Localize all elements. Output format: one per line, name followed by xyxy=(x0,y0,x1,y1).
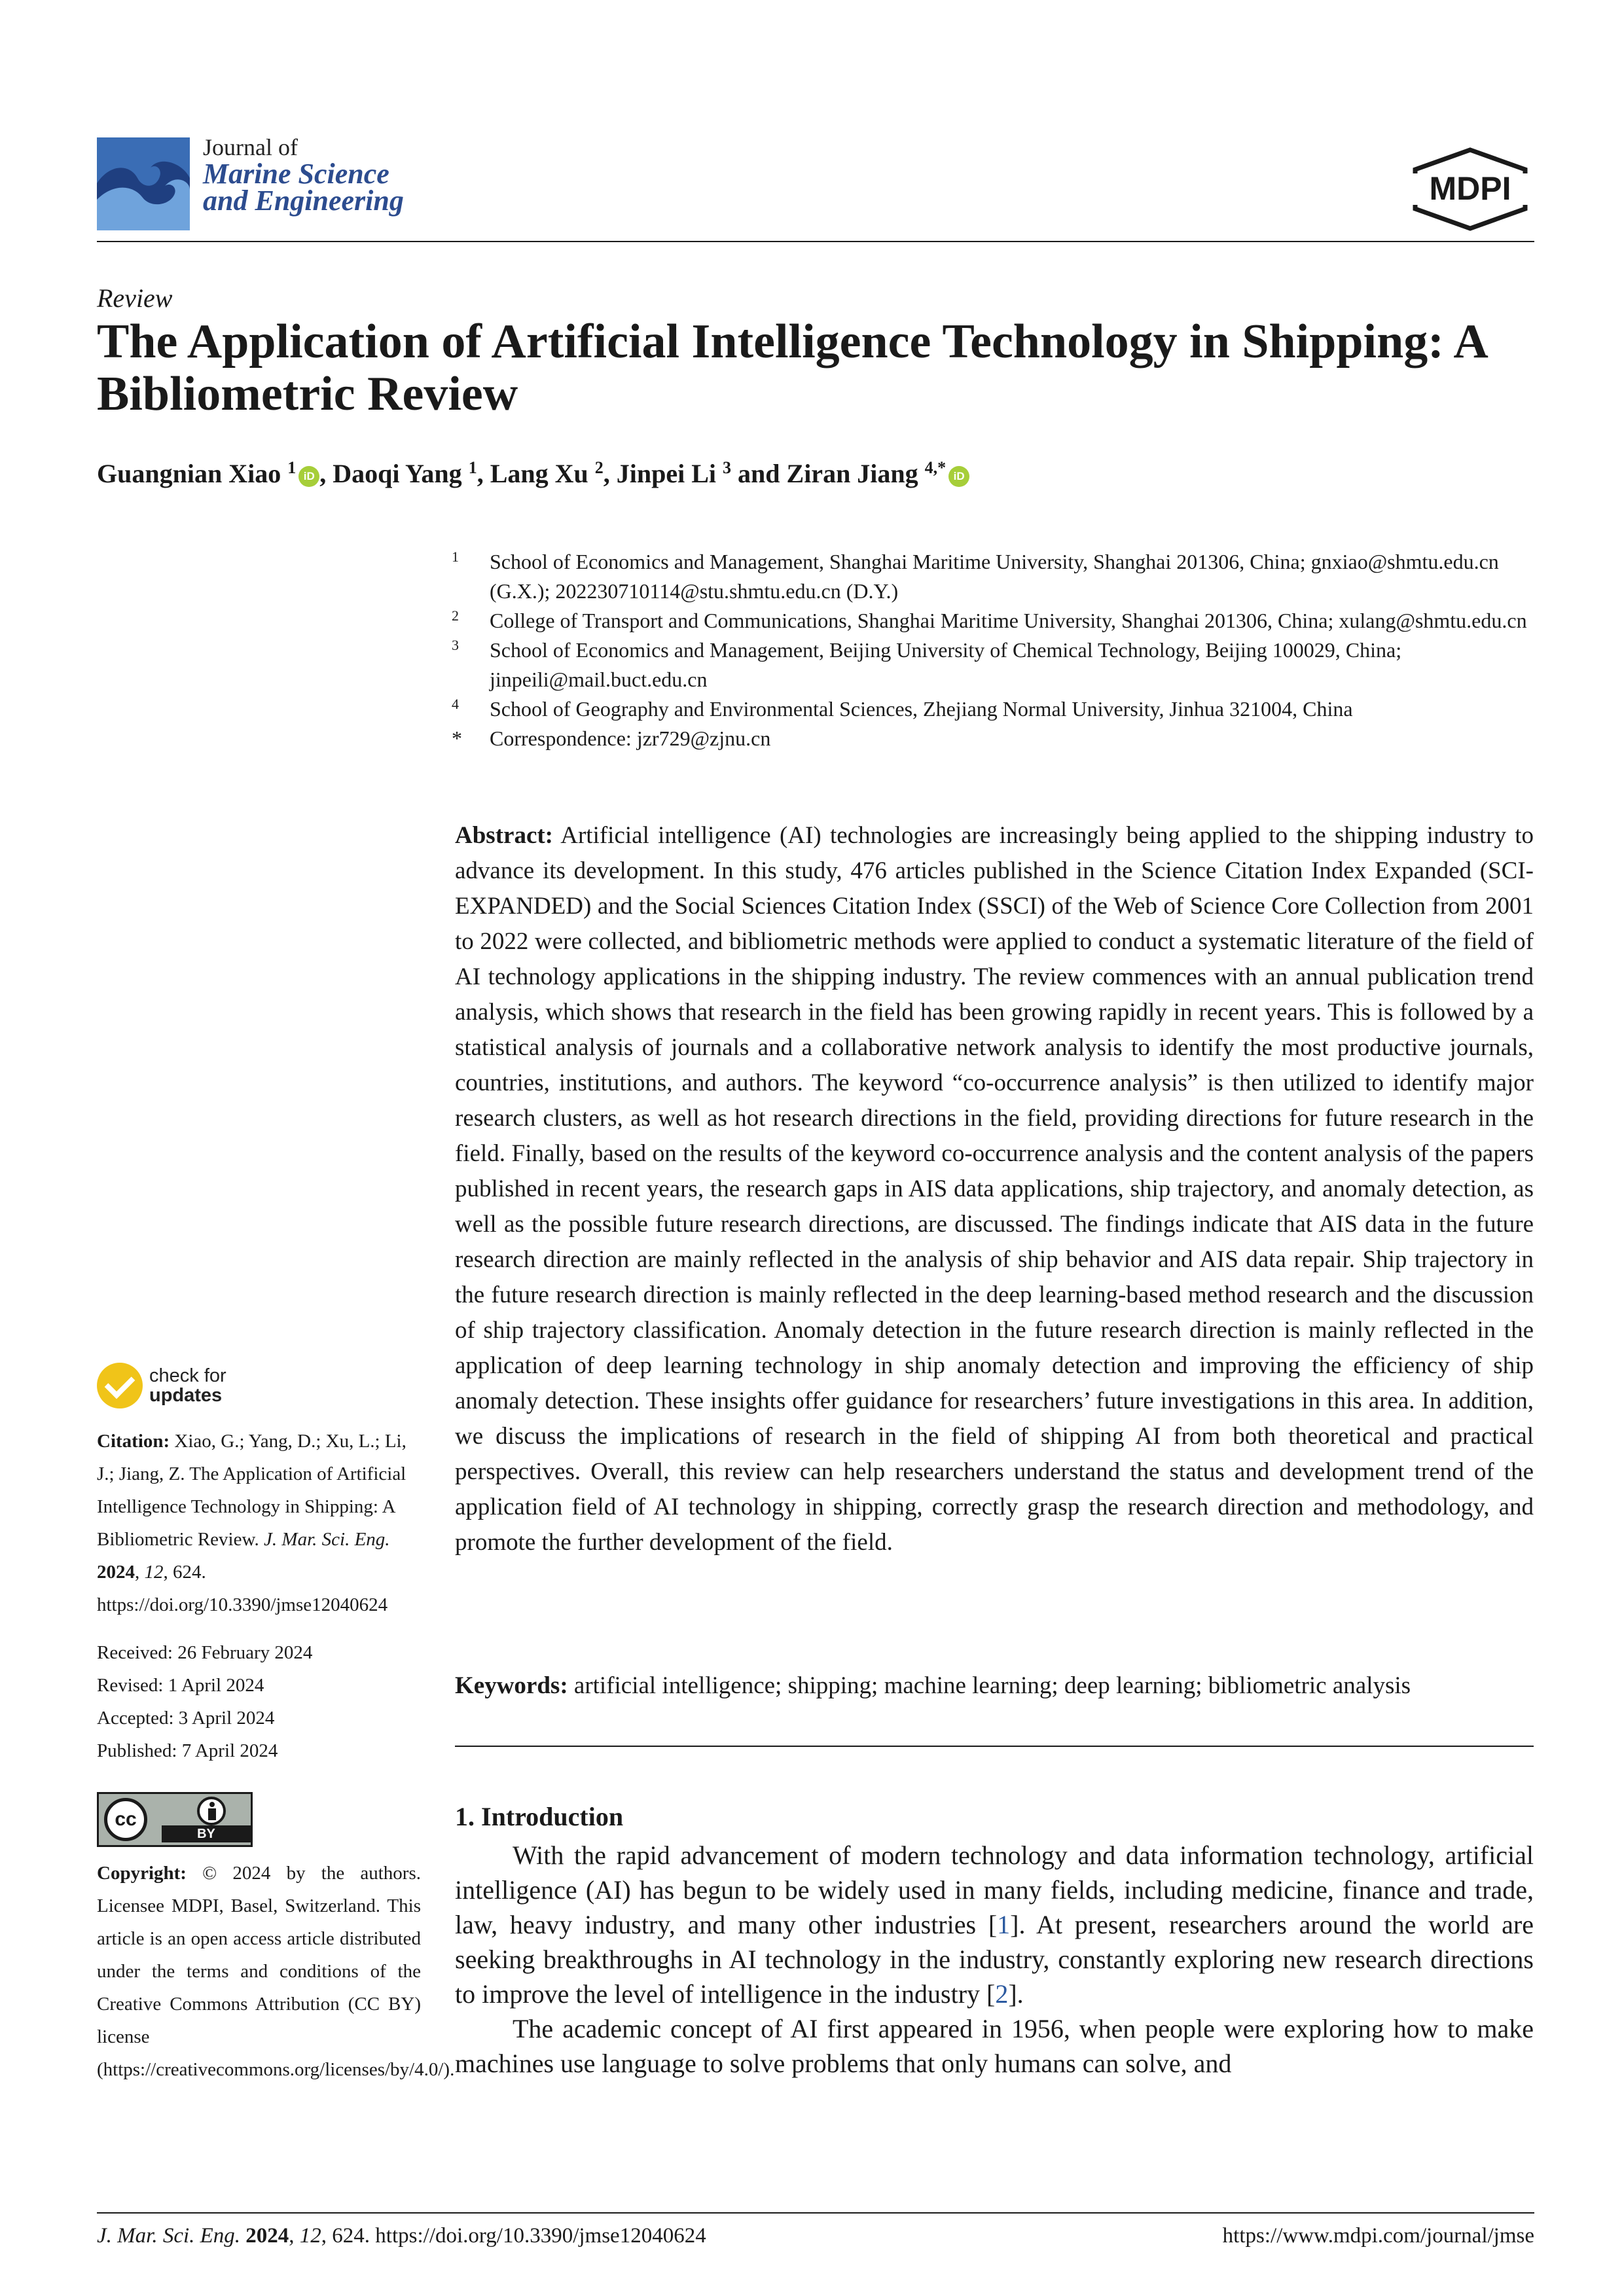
author-separator: , xyxy=(477,459,490,488)
wave-icon xyxy=(97,137,190,230)
check-for-updates-button[interactable] xyxy=(97,1363,226,1408)
affiliation-text: School of Economics and Management, Shanghai Maritime University, Shanghai 201306, China; gnxiao@shmtu.edu.cn (G.X.); 202230710114@stu.shmtu.edu.cn (D.Y.) xyxy=(490,550,1499,603)
keywords-label: Keywords: xyxy=(455,1672,568,1699)
mdpi-logo xyxy=(1407,147,1533,231)
affiliation-item xyxy=(452,694,1538,724)
abstract xyxy=(455,818,1534,1560)
footer-journal-url[interactable]: https://www.mdpi.com/journal/jmse xyxy=(1222,2224,1534,2248)
check-line-2: updates xyxy=(149,1385,223,1406)
introduction-paragraph-1 xyxy=(455,1838,1534,2011)
affiliation-text: Correspondence: jzr729@zjnu.cn xyxy=(490,726,771,750)
affiliations xyxy=(452,547,1538,753)
author-list xyxy=(97,458,969,489)
check-line-1: check for xyxy=(149,1365,226,1386)
journal-name-line1: Journal of xyxy=(203,134,298,160)
introduction-paragraph-2: The academic concept of AI first appeared in 1956, when people were exploring how to make machines use language to solve problems that only humans can solve, and xyxy=(455,2014,1534,2078)
journal-logo xyxy=(97,137,190,230)
journal-name-line2: Marine Science xyxy=(203,158,389,190)
affiliation-number: 4 xyxy=(452,696,459,712)
affiliation-text: School of Economics and Management, Beijing University of Chemical Technology, Beijing 100029, China; jinpeili@mail.buct.edu.cn xyxy=(490,638,1402,691)
affiliation-number: 3 xyxy=(452,637,459,653)
author-name: Lang Xu xyxy=(490,459,588,488)
article-type: Review xyxy=(97,283,173,313)
citation-text: Xiao, G.; Yang, D.; Xu, L.; Li, J.; Jiang, Z. The Application of Artificial Intelligence Technology in Shipping: A Bibliometric Review. xyxy=(97,1431,406,1550)
footer-divider xyxy=(97,2212,1534,2214)
journal-name xyxy=(203,134,404,217)
section-divider xyxy=(455,1746,1534,1747)
paragraph-text: ]. xyxy=(1008,1979,1024,2009)
author-separator: , xyxy=(603,459,617,488)
author-name: Jinpei Li xyxy=(616,459,717,488)
citation-volume: 12 xyxy=(144,1562,164,1583)
citation-doi[interactable]: , 624. https://doi.org/10.3390/jmse12040624 xyxy=(97,1562,388,1615)
published-date: Published: 7 April 2024 xyxy=(97,1740,278,1761)
paragraph-text: ]. At present, researchers around the world are seeking breakthroughs in AI technology in the industry, constantly exploring new research directions to improve the level of intelligence in the industry [ xyxy=(455,1910,1534,2009)
citation-block: Citation: Xiao, G.; Yang, D.; Xu, L.; Li, J.; Jiang, Z. The Application of Artificial Intelligence Technology in Shipping: A Bibliometric Review. J. Mar. Sci. Eng. 2024, 12, 624. https://doi.org/10.3390/jmse12040624 xyxy=(97,1431,406,1615)
orcid-icon[interactable]: iD xyxy=(948,466,969,487)
abstract-text: Artificial intelligence (AI) technologies are increasingly being applied to the shipping industry to advance its development. In this study, 476 articles published in the Science Citation Index Expanded (SCI-EXPANDED) and the Social Sciences Citation Index (SSCI) of the Web of Science Core Collection from 2001 to 2022 were collected, and bibliometric methods were applied to conduct a systematic literature of the field of AI technology applications in the shipping industry. The review commences with an annual publication trend analysis, which shows that research in the field has been growing rapidly in recent years. This is followed by a statistical analysis of journals and a collaborative network analysis to identify the most productive journals, countries, institutions, and authors. The keyword “co-occurrence analysis” is then utilized to identify major research clusters, as well as hot research directions in the field, providing directions for future research in the field. Finally, based on the results of the keyword co-occurrence analysis and the content analysis of the papers published in recent years, the research gaps in AIS data applications, ship trajectory, and anomaly detection, as well as the possible future research directions, are discussed. The findings indicate that AIS data in the future research direction are mainly reflected in the analysis of ship behavior and AIS data repair. Ship trajectory in the future research direction is mainly reflected in the deep learning-based method research and the discussion of ship trajectory classification. Anomaly detection in the future research direction is mainly reflected in the application of deep learning technology in ship anomaly detection and improving the efficiency of ship anomaly detection. These insights offer guidance for researchers’ future investigations in this area. In addition, we discuss the implications of research in the field of shipping AI from both theoretical and practical perspectives. Overall, this review can help researchers understand the status and development trend of the application field of AI technology in shipping, correctly grasp the research direction and methodology, and promote the further development of the field. xyxy=(455,822,1534,1556)
copyright-text: © 2024 by the authors. Licensee MDPI, Basel, Switzerland. This article is an open access article distributed under the terms and conditions of the Creative Commons Attribution (CC BY) license (https://creativecommons.org/licenses/by/4.0/). xyxy=(97,1863,455,2080)
author-name: Daoqi Yang xyxy=(333,459,462,488)
author-affiliation-mark: 1 xyxy=(468,458,477,477)
reference-link-2[interactable]: 2 xyxy=(995,1979,1009,2009)
author-affiliation-mark: 1 xyxy=(287,458,297,477)
copyright-label: Copyright: xyxy=(97,1863,187,1884)
reference-link-1[interactable]: 1 xyxy=(997,1910,1011,1939)
attribution-area xyxy=(162,1794,251,1845)
keywords-text: artificial intelligence; shipping; machine learning; deep learning; bibliometric analysis xyxy=(573,1672,1411,1699)
checkmark-icon xyxy=(97,1363,143,1408)
affiliation-item xyxy=(452,547,1538,606)
author-separator: , xyxy=(319,459,333,488)
affiliation-number: * xyxy=(452,726,462,750)
affiliation-item xyxy=(452,636,1538,694)
citation-year: 2024 xyxy=(97,1562,135,1583)
mdpi-logo-text: MDPI xyxy=(1429,170,1511,207)
cc-by-label: BY xyxy=(162,1825,251,1842)
publication-dates xyxy=(97,1636,312,1767)
author-affiliation-mark: 2 xyxy=(594,458,604,477)
introduction-body xyxy=(455,1838,1534,2081)
attribution-person-icon xyxy=(197,1797,226,1825)
accepted-date: Accepted: 3 April 2024 xyxy=(97,1708,275,1729)
article-title: The Application of Artificial Intelligence Technology in Shipping: A Bibliometric Review xyxy=(97,315,1486,421)
section-heading-introduction: 1. Introduction xyxy=(455,1802,624,1831)
footer-citation: J. Mar. Sci. Eng. 2024, 12, 624. https://doi.org/10.3390/jmse12040624 xyxy=(97,2224,706,2248)
footer-doi[interactable]: , 624. https://doi.org/10.3390/jmse12040624 xyxy=(321,2224,706,2248)
keywords xyxy=(455,1668,1534,1704)
author-affiliation-mark: 4,* xyxy=(924,458,947,477)
author-affiliation-mark: 3 xyxy=(723,458,732,477)
check-for-updates-label xyxy=(149,1366,226,1405)
author-separator: and xyxy=(731,459,787,488)
revised-date: Revised: 1 April 2024 xyxy=(97,1675,264,1696)
orcid-icon[interactable]: iD xyxy=(298,466,319,487)
footer-year: 2024 xyxy=(245,2224,289,2248)
author-name: Guangnian Xiao xyxy=(97,459,281,488)
affiliation-item xyxy=(452,606,1538,636)
header-divider xyxy=(97,241,1534,242)
cc-by-license-badge[interactable] xyxy=(97,1792,253,1847)
paragraph-text: With the rapid advancement of modern technology and data information technology, artificial intelligence (AI) has begun to be widely used in many fields, including medicine, finance and trade, law, heavy industry, and many other industries [ xyxy=(455,1840,1534,1939)
affiliation-text: College of Transport and Communications, Shanghai Maritime University, Shanghai 201306, China; xulang@shmtu.edu.cn xyxy=(490,609,1527,632)
journal-name-line3: and Engineering xyxy=(203,185,404,217)
affiliation-number: 2 xyxy=(452,607,459,624)
footer-volume: 12 xyxy=(299,2224,321,2248)
creative-commons-icon: cc xyxy=(104,1798,147,1841)
copyright-block xyxy=(97,1857,455,2086)
citation-journal: J. Mar. Sci. Eng. xyxy=(264,1529,390,1550)
citation-label: Citation: xyxy=(97,1431,170,1452)
affiliation-number: 1 xyxy=(452,548,459,565)
abstract-label: Abstract: xyxy=(455,822,554,849)
received-date: Received: 26 February 2024 xyxy=(97,1642,313,1663)
footer-journal: J. Mar. Sci. Eng. xyxy=(97,2224,241,2248)
author-name: Ziran Jiang xyxy=(786,459,918,488)
affiliation-item xyxy=(452,724,1538,753)
affiliation-text: School of Geography and Environmental Sciences, Zhejiang Normal University, Jinhua 321004, China xyxy=(490,697,1353,721)
